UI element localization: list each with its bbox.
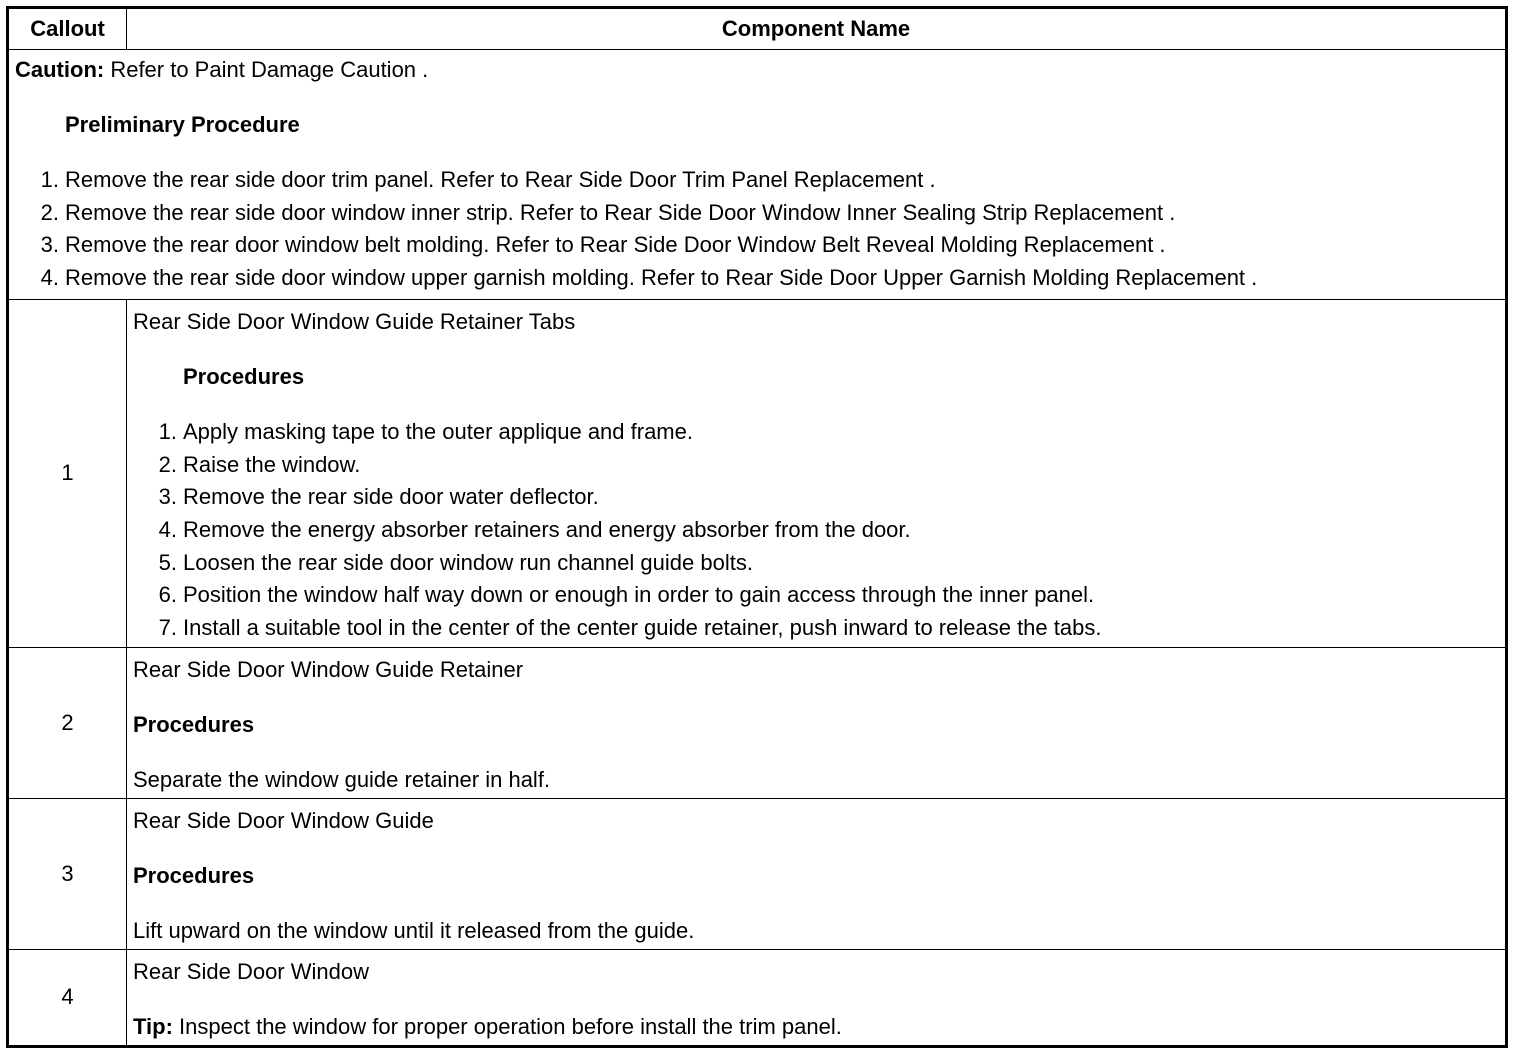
list-item: 1. Apply masking tape to the outer applique and frame.: [158, 418, 693, 444]
caution-text: Refer to Paint Damage Caution .: [104, 57, 429, 82]
list-item: 4. Remove the rear side door window upper garnish molding. Refer to Rear Side Door Upper Garnish Molding Replacement .: [40, 265, 1258, 291]
list-item: 3. Remove the rear door window belt molding. Refer to Rear Side Door Window Belt Reveal Molding Replacement .: [40, 232, 1166, 258]
component-name-header: Component Name: [127, 8, 1507, 50]
procedure-steps: [133, 416, 1499, 645]
table-row: [8, 949, 1507, 1046]
list-item: 6. Position the window half way down or enough in order to gain access through the inner panel.: [158, 582, 1095, 608]
header-row: [8, 8, 1507, 50]
component-cell: [127, 647, 1507, 798]
procedures-heading: Procedures: [133, 862, 255, 888]
list-item: 3. Remove the rear side door water deflector.: [158, 484, 599, 510]
callout-number: 1: [8, 299, 127, 647]
list-item: 4. Remove the energy absorber retainers and energy absorber from the door.: [158, 516, 911, 542]
tip-line: [133, 1011, 1499, 1043]
component-name: Rear Side Door Window Guide Retainer Tabs: [133, 308, 576, 334]
tip-label: Tip:: [133, 1013, 173, 1039]
component-table: [6, 6, 1508, 1048]
intro-cell: [8, 50, 1507, 300]
list-item: 7. Install a suitable tool in the center of the center guide retainer, push inward to release the tabs.: [158, 615, 1102, 641]
component-cell: [127, 299, 1507, 647]
table-row: [8, 798, 1507, 949]
preliminary-steps: [15, 164, 1499, 295]
callout-number: 3: [8, 798, 127, 949]
procedures-heading: Procedures: [133, 711, 255, 737]
caution-label: Caution:: [15, 57, 105, 82]
callout-header: Callout: [8, 8, 127, 50]
callout-number: 2: [8, 647, 127, 798]
component-name: Rear Side Door Window Guide: [133, 807, 434, 833]
table-row: [8, 647, 1507, 798]
list-item: 2. Raise the window.: [158, 451, 361, 477]
component-cell: [127, 798, 1507, 949]
component-name: Rear Side Door Window Guide Retainer: [133, 656, 524, 682]
list-item: 1. Remove the rear side door trim panel. Refer to Rear Side Door Trim Panel Replacement .: [40, 167, 936, 192]
component-name: Rear Side Door Window: [133, 958, 369, 984]
procedure-text: Separate the window guide retainer in half.: [133, 766, 551, 792]
component-cell: [127, 949, 1507, 1046]
tip-text: Inspect the window for proper operation before install the trim panel.: [172, 1013, 842, 1039]
procedures-heading: Procedures: [183, 363, 305, 389]
list-item: 5. Loosen the rear side door window run channel guide bolts.: [158, 549, 753, 575]
procedure-text: Lift upward on the window until it released from the guide.: [133, 917, 695, 943]
table-row: [8, 299, 1507, 647]
intro-row: [8, 50, 1507, 300]
preliminary-heading: Preliminary Procedure: [65, 112, 300, 137]
list-item: 2. Remove the rear side door window inner strip. Refer to Rear Side Door Window Inner Sealing Strip Replacement .: [40, 199, 1176, 225]
callout-number: 4: [8, 949, 127, 1046]
caution-line: [15, 54, 1499, 86]
